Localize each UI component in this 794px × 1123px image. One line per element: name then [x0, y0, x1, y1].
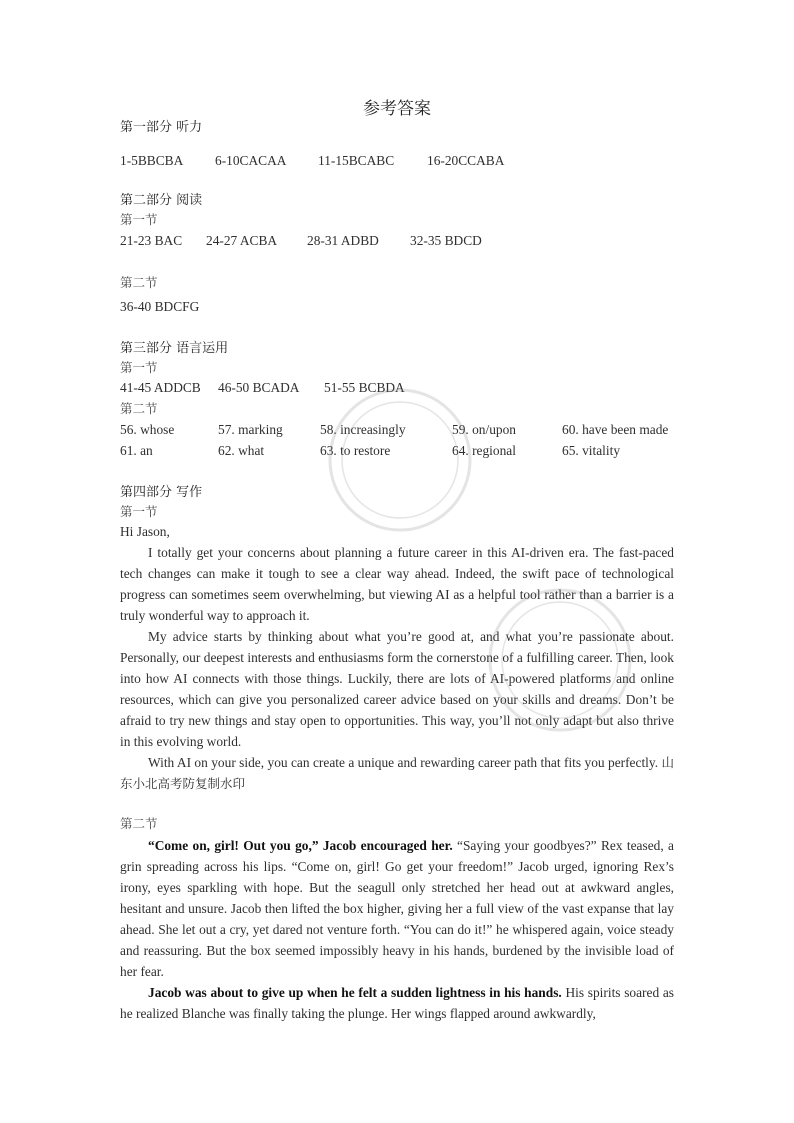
part4-section1-label: 第一节	[120, 504, 158, 519]
answer-item: 57. marking	[218, 422, 283, 437]
answer-group: 16-20CCABA	[427, 153, 505, 168]
part3-section1-answers	[120, 380, 405, 396]
answer-item: 62. what	[218, 443, 265, 458]
part3-section1-label: 第一节	[120, 360, 158, 375]
story-paragraph-2	[120, 982, 674, 1024]
answer-item: 60. have been made	[562, 422, 669, 437]
part2-heading: 第二部分 阅读	[120, 193, 203, 208]
part2-section2-label: 第二节	[120, 275, 158, 290]
story-paragraph-1	[120, 835, 674, 982]
part2-section1-answers	[120, 233, 482, 249]
letter-paragraph-1: I totally get your concerns about planning a future career in this AI-driven era. The fast-paced tech changes can make it tough to see a clear way ahead. Indeed, the swift pace of technological progress can sometimes seem overwhelming, but viewing AI as a helpful tool rather than a barrier is a truly wonderful way to approach it.	[120, 545, 674, 623]
answer-item: 63. to restore	[320, 443, 391, 458]
copy-protection-note: 山东小北高考防复制水印	[120, 755, 674, 791]
story-paragraph-1-opening: “Come on, girl! Out you go,” Jacob encouraged her.	[148, 838, 453, 853]
story-paragraph-2-text: His spirits soared as he realized Blanche was finally taking the plunge. Her wings flapped around awkwardly,	[120, 985, 674, 1021]
letter-paragraph-2: My advice starts by thinking about what you’re good at, and what you’re passionate about. Personally, our deepest interests and enthusiasms form the cornerstone of a fulfilling career. Then, look into how AI connects with those things. Luckily, there are lots of AI-powered platforms and online resources, which can give you personalized career advice based on your skills and dreams. Don’t be afraid to try new things and stay open to opportunities. This way, you’ll not only adapt but also thrive in this evolving world.	[120, 629, 674, 749]
part4-section2-label: 第二节	[120, 816, 158, 831]
page-title: 参考答案	[363, 99, 431, 119]
letter-greeting: Hi Jason,	[120, 524, 170, 539]
part3-section2-row1	[120, 422, 668, 438]
answer-item: 65. vitality	[562, 443, 621, 458]
answer-group: 41-45 ADDCB	[120, 380, 201, 395]
part2-section1-label: 第一节	[120, 212, 158, 227]
answer-group: 1-5BBCBA	[120, 153, 184, 168]
answer-group: 51-55 BCBDA	[324, 380, 405, 395]
answer-group: 28-31 ADBD	[307, 233, 379, 248]
answer-item: 58. increasingly	[320, 422, 406, 437]
part2-section2-answers	[120, 299, 199, 315]
story-paragraph-2-opening: Jacob was about to give up when he felt a sudden lightness in his hands.	[148, 985, 562, 1000]
answer-item: 56. whose	[120, 422, 175, 437]
answer-item: 64. regional	[452, 443, 516, 458]
part4-heading: 第四部分 写作	[120, 485, 203, 500]
answer-group: 46-50 BCADA	[218, 380, 300, 395]
answer-group: 11-15BCABC	[318, 153, 395, 168]
answer-group: 36-40 BDCFG	[120, 299, 200, 314]
part1-answers	[120, 153, 504, 169]
letter-paragraph-3	[120, 752, 674, 794]
part3-section2-row2	[120, 443, 620, 459]
part1-heading: 第一部分 听力	[120, 120, 203, 135]
answer-item: 59. on/upon	[452, 422, 516, 437]
answer-group: 21-23 BAC	[120, 233, 183, 248]
answer-group: 24-27 ACBA	[206, 233, 278, 248]
story-paragraph-1-text: “Saying your goodbyes?” Rex teased, a grin spreading across his lips. “Come on, girl! Go get your freedom!” Jacob urged, ignoring Rex’s irony, eyes sparkling with hope. But the seagull only stretched her head out at awkward angles, hesitant and unsure. Jacob then lifted the box higher, giving her a full view of the vast expanse that lay ahead. She let out a cry, yet dared not venture forth. “You can do it!” he whispered again, voice steady and reassuring. But the box seemed impossibly heavy in his hands, burdened by the invisible load of her fear.	[120, 838, 674, 979]
answer-item: 61. an	[120, 443, 153, 458]
part3-heading: 第三部分 语言运用	[120, 341, 229, 356]
answer-group: 32-35 BDCD	[410, 233, 482, 248]
part3-section2-label: 第二节	[120, 401, 158, 416]
letter-paragraph-3-text: With AI on your side, you can create a unique and rewarding career path that fits you perfectly.	[148, 755, 659, 770]
answer-group: 6-10CACAA	[215, 153, 287, 168]
